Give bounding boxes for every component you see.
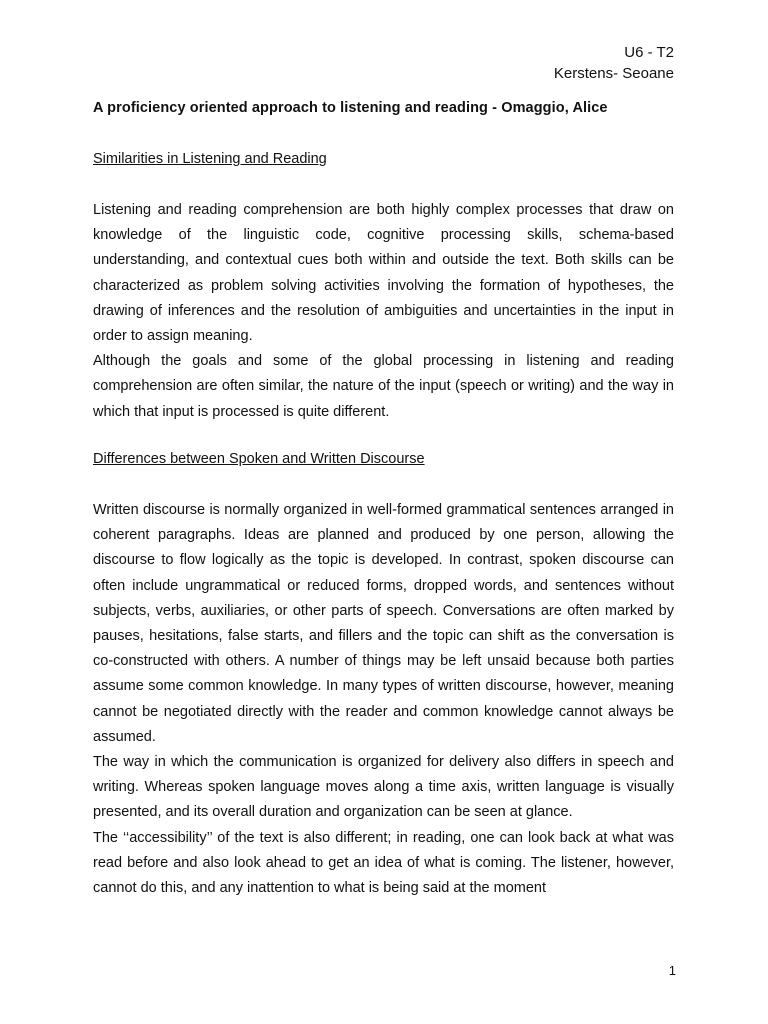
section-body-differences: [93, 498, 674, 901]
page-number: 1: [668, 963, 676, 978]
course-code: U6 - T2: [624, 44, 674, 61]
paragraph: Written discourse is normally organized in well-formed grammatical sentences arranged in coherent paragraphs. Ideas are planned and produced by one person, allowing the discourse to flow logically as the topic is developed. In contrast, spoken discourse can often include ungrammatical or reduced forms, dropped words, and sentences without subjects, verbs, auxiliaries, or other parts of speech. Conversations are often marked by pauses, hesitations, false starts, and fillers and the topic can shift as the conversation is co-constructed with others. A number of things may be left unsaid because both parties assume some common knowledge. In many types of written discourse, however, meaning cannot be negotiated directly with the reader and common knowledge cannot always be assumed.: [93, 502, 674, 745]
paragraph: The ‘‘accessibility’’ of the text is also different; in reading, one can look back at what was read before and also look ahead to get an idea of what is coming. The listener, however, cannot do this, and any inattention to what is being said at the moment: [93, 829, 674, 897]
document-header: [554, 42, 674, 84]
paragraph: Listening and reading comprehension are both highly complex processes that draw on knowledge of the linguistic code, cognitive processing skills, schema-based understanding, and contextual cues both within and outside the text. Both skills can be characterized as problem solving activities involving the formation of hypotheses, the drawing of inferences and the resolution of ambiguities and uncertainties in the input in order to assign meaning.: [93, 202, 674, 345]
section-heading-similarities: Similarities in Listening and Reading: [93, 151, 327, 167]
authors: Kerstens- Seoane: [553, 65, 674, 82]
section-heading-differences: Differences between Spoken and Written Discourse: [93, 451, 425, 467]
paragraph: Although the goals and some of the global processing in listening and reading comprehension are often similar, the nature of the input (speech or writing) and the way in which that input is processed is quite different.: [93, 353, 674, 420]
document-title: A proficiency oriented approach to listening and reading - Omaggio, Alice: [93, 100, 608, 116]
paragraph: The way in which the communication is organized for delivery also differs in speech and writing. Whereas spoken language moves along a time axis, written language is visually presented, and its overall duration and organization can be seen at glance.: [93, 754, 674, 821]
section-body-similarities: [93, 198, 674, 425]
